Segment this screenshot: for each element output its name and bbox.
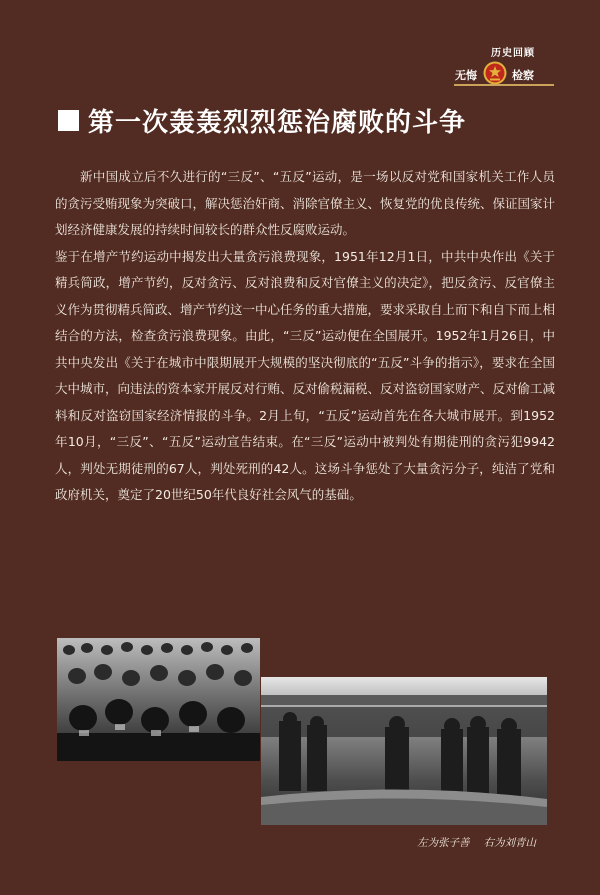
badge-word-right: 检察 — [512, 69, 534, 82]
article-body — [55, 164, 555, 509]
paragraph-intro: 新中国成立后不久进行的“三反”、“五反”运动，是一场以反对党和国家机关工作人员的贪污受贿现象为突破口，解决惩治奸商、消除官僚主义、恢复党的优良传统、保证国家计划经济健康发展的持续时间较长的群众性反腐败运动。 — [55, 169, 556, 237]
caption-right: 右为刘青山 — [483, 837, 536, 849]
badge-word-left: 无悔 — [455, 69, 477, 82]
photo-public-trial — [261, 677, 547, 825]
column-badge — [455, 42, 580, 94]
procuratorate-emblem-icon — [483, 61, 507, 85]
caption-left: 左为张子善 — [417, 837, 470, 849]
page-title-row — [58, 100, 466, 140]
title-square-bullet — [58, 110, 79, 131]
photo-crowd-rally — [57, 638, 260, 761]
section-label: 历史回顾 — [491, 48, 535, 59]
paragraph-history: 鉴于在增产节约运动中揭发出大量贪污浪费现象，1951年12月1日，中共中央作出《关于精兵简政，增产节约，反对贪污、反对浪费和反对官僚主义的决定》，把反贪污、反官僚主义作为贯彻精兵简政、增产节约这一中心任务的重大措施，要求采取自上而下和自下而上相结合的方法，检查贪污浪费现象。由此，“三反”运动便在全国展开。1952年1月26日，中共中央发出《关于在城市中限期展开大规模的坚决彻底的“五反”斗争的指示》，要求在全国大中城市，向违法的资本家开展反对行贿、反对偷税漏税、反对盗窃国家财产、反对偷工减料和反对盗窃国家经济情报的斗争。2月上旬，“五反”运动首先在各大城市展开。到1952年10月，“三反”、“五反”运动宣告结束。在“三反”运动中被判处有期徒刑的贪污犯9942人，判处无期徒刑的67人，判处死刑的42人。这场斗争惩处了大量贪污分子，纯洁了党和政府机关，奠定了20世纪50年代良好社会风气的基础。 — [55, 248, 556, 502]
page-title: 第一次轰轰烈烈惩治腐败的斗争 — [88, 107, 467, 138]
badge-underline — [454, 84, 554, 86]
photo-caption — [417, 835, 536, 850]
